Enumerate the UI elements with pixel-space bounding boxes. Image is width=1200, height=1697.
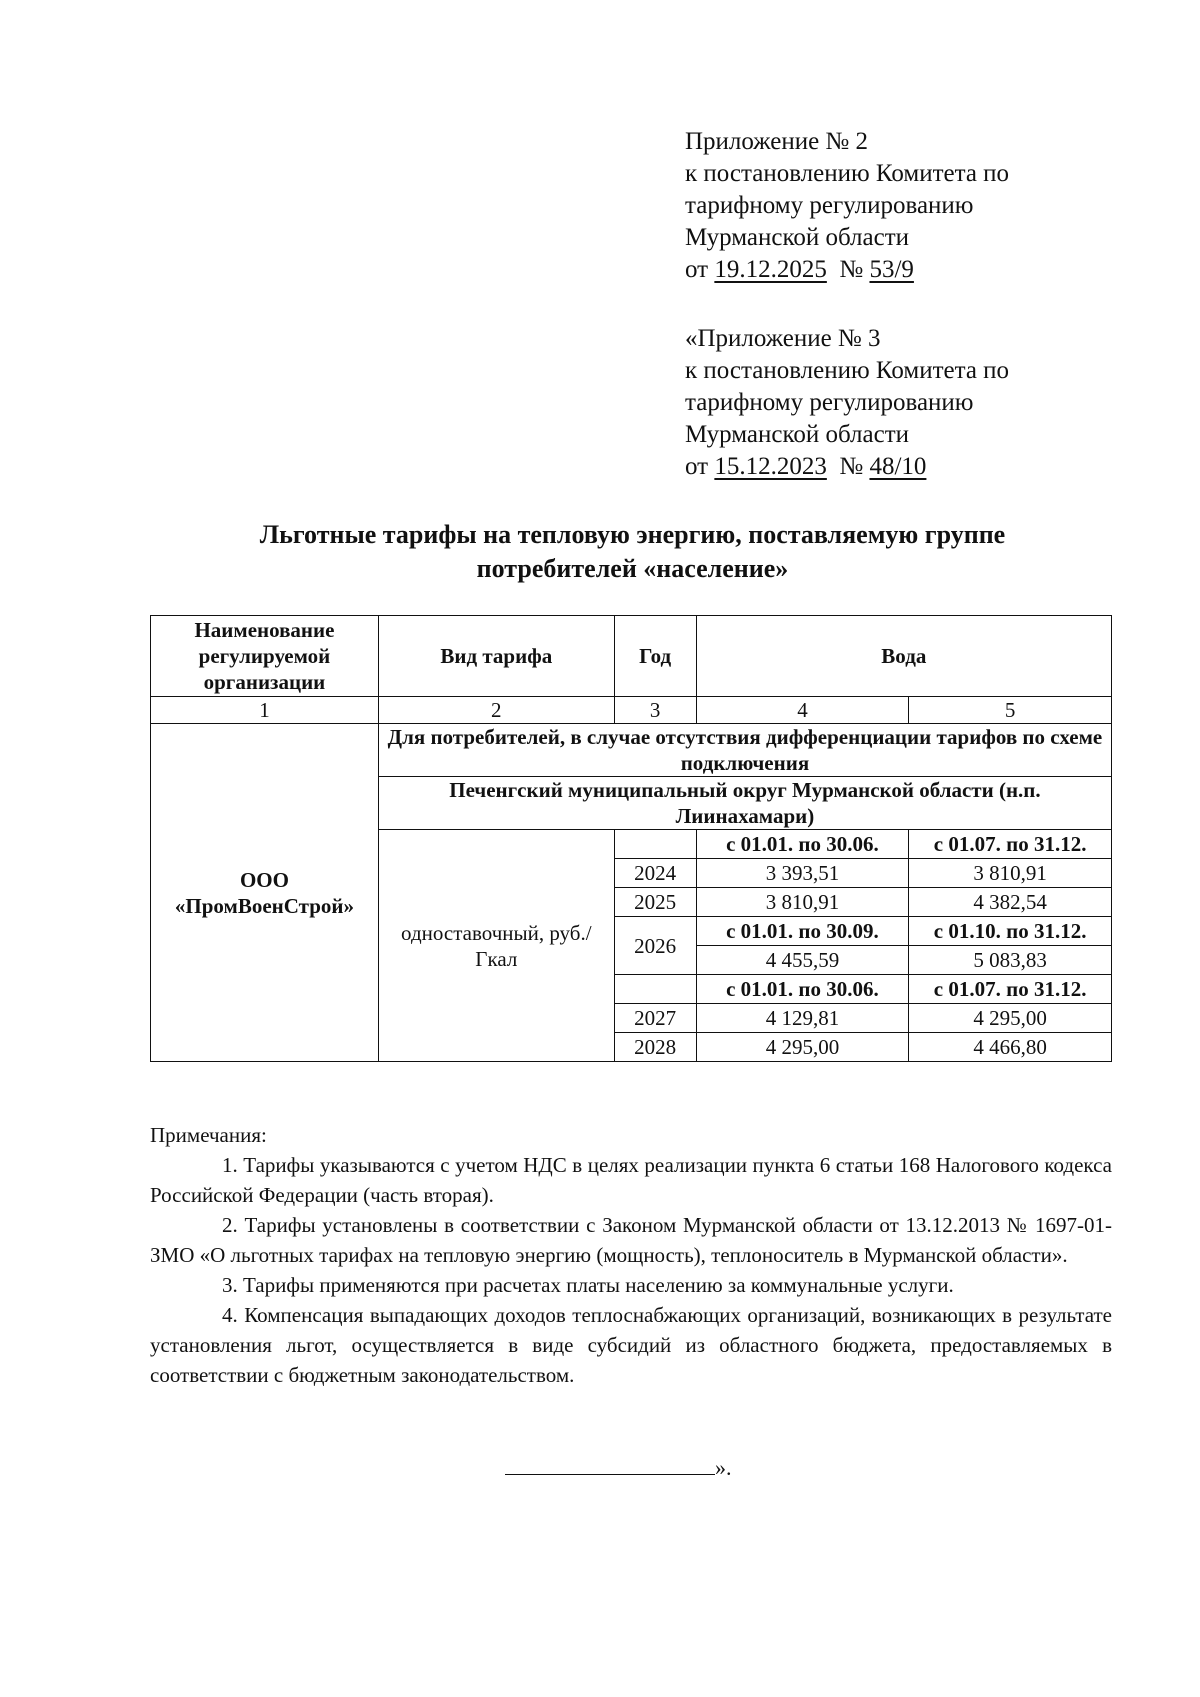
note-item: 3. Тарифы применяются при расчетах платы населению за коммунальные услуги.	[222, 1273, 954, 1297]
header-tariff-type: Вид тарифа	[378, 616, 614, 697]
note-item: 1. Тарифы указываются с учетом НДС в целях реализации пункта 6 статьи 168 Налогового кодекса Российской Федерации (часть вторая).	[150, 1153, 1112, 1207]
column-number: 4	[696, 697, 909, 724]
header-org: Наименование регулируемой организации	[151, 616, 379, 697]
appendix-title: «Приложение № 3	[685, 325, 881, 352]
appendix-line: к постановлению Комитета по	[685, 160, 1010, 187]
section-title-connection: Для потребителей, в случае отсутствия дифференциации тарифов по схеме подключения	[378, 724, 1111, 777]
tariff-value: 4 466,80	[909, 1033, 1112, 1062]
tariff-value: 4 382,54	[909, 888, 1112, 917]
tariff-kind: одноставочный, руб./Гкал	[378, 830, 614, 1062]
tariff-value: 3 810,91	[909, 859, 1112, 888]
document-title	[150, 518, 1115, 586]
appendix-title: Приложение № 2	[685, 128, 869, 155]
signature-line	[505, 1452, 715, 1475]
number-prefix: №	[839, 453, 870, 480]
tariff-value: 4 295,00	[909, 1004, 1112, 1033]
column-number: 3	[614, 697, 696, 724]
resolution-number: 53/9	[869, 256, 914, 283]
resolution-date: 15.12.2023	[714, 453, 827, 480]
appendix-previous-header	[685, 323, 1009, 483]
appendix-line: тарифному регулированию	[685, 192, 974, 219]
tariff-value: 4 455,59	[696, 946, 909, 975]
notes-section	[150, 1120, 1112, 1390]
tariff-table	[150, 615, 1112, 1062]
closing-mark	[505, 1452, 732, 1481]
tariff-value: 5 083,83	[909, 946, 1112, 975]
column-number: 2	[378, 697, 614, 724]
appendix-current-header	[685, 126, 1009, 286]
date-prefix: от	[685, 453, 715, 480]
year-cell: 2028	[614, 1033, 696, 1062]
tariff-value: 4 129,81	[696, 1004, 909, 1033]
appendix-line: тарифному регулированию	[685, 389, 974, 416]
appendix-line: Мурманской области	[685, 224, 910, 251]
period-label: с 01.10. по 31.12.	[909, 917, 1112, 946]
year-cell: 2024	[614, 859, 696, 888]
section-title-district: Печенгский муниципальный округ Мурманской области (н.п. Лиинахамари)	[378, 777, 1111, 830]
empty-year-cell	[614, 975, 696, 1004]
column-number: 5	[909, 697, 1112, 724]
date-prefix: от	[685, 256, 715, 283]
header-water: Вода	[696, 616, 1111, 697]
note-item: 2. Тарифы установлены в соответствии с Законом Мурманской области от 13.12.2013 № 1697-01-ЗМО «О льготных тарифах на тепловую энергию (мощность), теплоноситель в Мурманской области».	[150, 1213, 1112, 1267]
tariff-value: 3 810,91	[696, 888, 909, 917]
closing-quote: ».	[715, 1455, 732, 1480]
tariff-value: 3 393,51	[696, 859, 909, 888]
header-year: Год	[614, 616, 696, 697]
period-label: с 01.01. по 30.09.	[696, 917, 909, 946]
notes-heading: Примечания:	[150, 1123, 267, 1147]
period-label: с 01.01. по 30.06.	[696, 975, 909, 1004]
title-line: Льготные тарифы на тепловую энергию, поставляемую группе	[259, 520, 1006, 549]
note-item: 4. Компенсация выпадающих доходов теплоснабжающих организаций, возникающих в результате установления льгот, осуществляется в виде субсидий из областного бюджета, предоставляемых в соответствии с бюджетным законодательством.	[150, 1303, 1112, 1387]
period-label: с 01.01. по 30.06.	[696, 830, 909, 859]
column-number-row	[151, 697, 1112, 724]
organization-name: ООО «ПромВоенСтрой»	[151, 724, 379, 1062]
resolution-number: 48/10	[869, 453, 927, 480]
number-prefix: №	[839, 256, 870, 283]
appendix-date-line	[685, 254, 1009, 286]
table-header-row	[151, 616, 1112, 697]
year-cell: 2026	[614, 917, 696, 975]
period-label: с 01.07. по 31.12.	[909, 975, 1112, 1004]
appendix-line: к постановлению Комитета по	[685, 357, 1010, 384]
resolution-date: 19.12.2025	[714, 256, 827, 283]
column-number: 1	[151, 697, 379, 724]
appendix-line: Мурманской области	[685, 421, 910, 448]
section-row	[151, 724, 1112, 777]
title-line: потребителей «население»	[476, 554, 789, 583]
empty-year-cell	[614, 830, 696, 859]
year-cell: 2027	[614, 1004, 696, 1033]
year-cell: 2025	[614, 888, 696, 917]
appendix-date-line	[685, 451, 1009, 483]
period-label: с 01.07. по 31.12.	[909, 830, 1112, 859]
tariff-value: 4 295,00	[696, 1033, 909, 1062]
